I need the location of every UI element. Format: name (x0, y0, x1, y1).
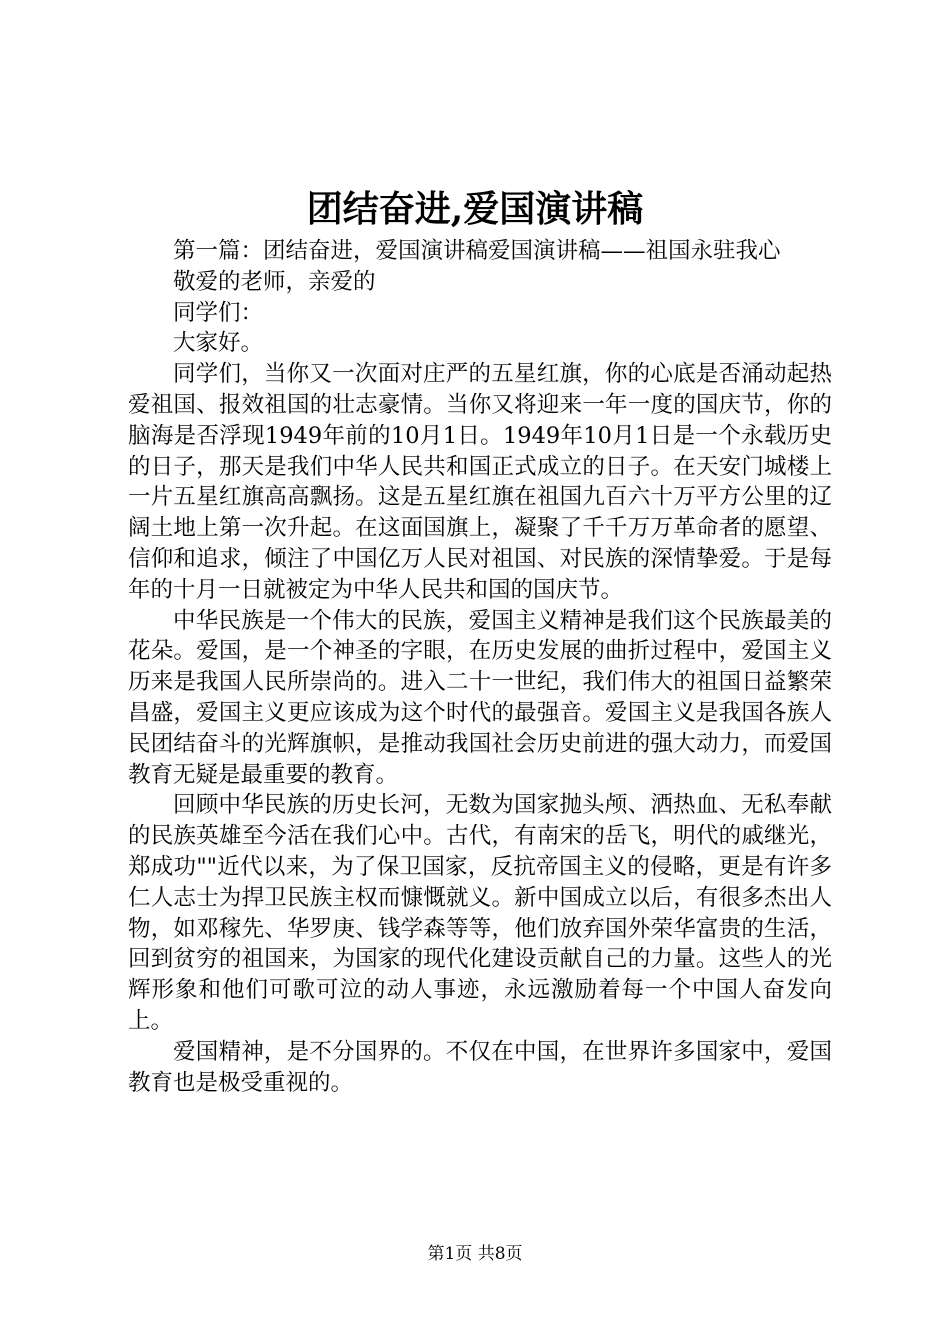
paragraph-heading: 第一篇：团结奋进，爱国演讲稿爱国演讲稿——祖国永驻我心 (173, 238, 781, 264)
document-title: 团结奋进,爱国演讲稿 (306, 188, 644, 230)
paragraph: 回顾中华民族的历史长河，无数为国家抛头颅、洒热血、无私奉献的民族英雄至今活在我们心中。古代，有南宋的岳飞，明代的戚继光，郑成功""近代以来，为了保卫国家，反抗帝国主义的侵略，更是有许多仁人志士为捍卫民族主权而慷慨就义。新中国成立以后，有很多杰出人物，如邓稼先、华罗庚、钱学森等等，他们放弃国外荣华富贵的生活，回到贫穷的祖国来，为国家的现代化建设贡献自己的力量。这些人的光辉形象和他们可歌可泣的动人事迹，永远激励着每一个中国人奋发向上。 (128, 792, 832, 1034)
paragraph: 爱国精神，是不分国界的。不仅在中国，在世界许多国家中，爱国教育也是极受重视的。 (128, 1038, 832, 1096)
paragraph-greeting: 大家好。 (173, 330, 264, 357)
paragraph: 同学们，当你又一次面对庄严的五星红旗，你的心底是否涌动起热爱祖国、报效祖国的壮志豪情。当你又将迎来一年一度的国庆节，你的脑海是否浮现1949年前的10月1日。1949年10月1日是一个永载历史的日子，那天是我们中华人民共和国正式成立的日子。在天安门城楼上一片五星红旗高高飘扬。这是五星红旗在祖国九百六十万平方公里的辽阔土地上第一次升起。在这面国旗上，凝聚了千千万万革命者的愿望、信仰和追求，倾注了中国亿万人民对祖国、对民族的深情挚爱。于是每年的十月一日就被定为中华人民共和国的国庆节。 (128, 361, 832, 603)
paragraph-salutation-2: 同学们： (173, 299, 264, 326)
paragraph: 中华民族是一个伟大的民族，爱国主义精神是我们这个民族最美的花朵。爱国，是一个神圣的字眼，在历史发展的曲折过程中，爱国主义历来是我国人民所崇尚的。进入二十一世纪，我们伟大的祖国日益繁荣昌盛，爱国主义更应该成为这个时代的最强音。爱国主义是我国各族人民团结奋斗的光辉旗帜，是推动我国社会历史前进的强大动力，而爱国教育无疑是最重要的教育。 (128, 607, 832, 788)
paragraph-salutation: 敬爱的老师，亲爱的 (173, 268, 376, 295)
page-footer: 第1页 共8页 (427, 1244, 523, 1264)
document-body (128, 236, 832, 1098)
